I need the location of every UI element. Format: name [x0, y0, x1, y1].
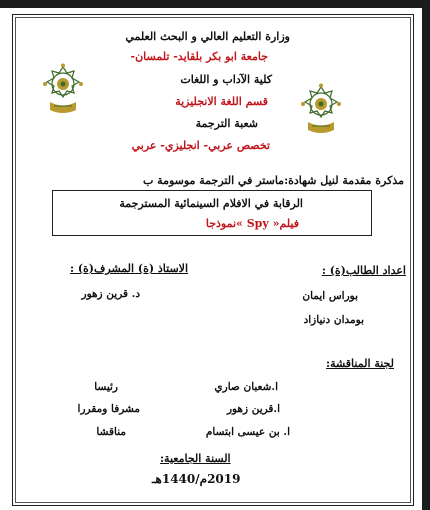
academic-year-value: 2019م/1440هـ: [152, 472, 241, 486]
committee-member-2-name: ا.قرين زهور: [226, 403, 280, 415]
branch-line: شعبة الترجمة: [195, 117, 258, 130]
university-line: جامعة ابو بكر بلقايد- تلمسان-: [130, 50, 268, 63]
student-name-2: بومدان دنيازاد: [303, 314, 364, 326]
faculty-line: كلية الآداب و اللغات: [180, 73, 272, 86]
university-emblem-icon: [300, 82, 342, 136]
ministry-line: وزارة التعليم العالي و البحث العلمي: [125, 30, 290, 43]
supervisor-label: الاستاذ (ة) المشرف(ة) :: [69, 262, 188, 275]
committee-member-2-role: مشرفا ومقررا: [77, 403, 140, 415]
thesis-title-box: [52, 190, 372, 236]
academic-year-label: السنة الجامعية:: [160, 452, 231, 465]
top-dark-bar: [0, 0, 430, 8]
right-dark-strip: [422, 0, 430, 510]
committee-member-1-role: رئيسا: [94, 381, 118, 393]
committee-member-1-name: ا.شعبان صاري: [214, 381, 278, 393]
student-name-1: بوراس ايمان: [302, 290, 358, 302]
thesis-title-line-1: الرقابة في الافلام السينمائية المسترجمة: [119, 197, 303, 210]
supervisor-name: د. قرين زهور: [81, 288, 140, 300]
committee-member-3-role: مناقشا: [96, 426, 126, 438]
students-label: اعداد الطالب(ة) :: [321, 264, 406, 277]
thesis-title-line-2: فيلم« Spy »نموذجا: [205, 217, 299, 230]
committee-label: لجنة المناقشة:: [326, 357, 394, 370]
committee-member-3-name: ا. بن عيسى ابتسام: [205, 426, 290, 438]
department-line: قسم اللغة الانجليزية: [175, 95, 268, 108]
thesis-intro: مذكرة مقدمة لنيل شهادة:ماستر في الترجمة موسومة ب: [143, 174, 404, 187]
university-emblem-icon: [42, 62, 84, 116]
specialty-line: تخصص عربي- انجليزي- عربي: [131, 139, 270, 152]
